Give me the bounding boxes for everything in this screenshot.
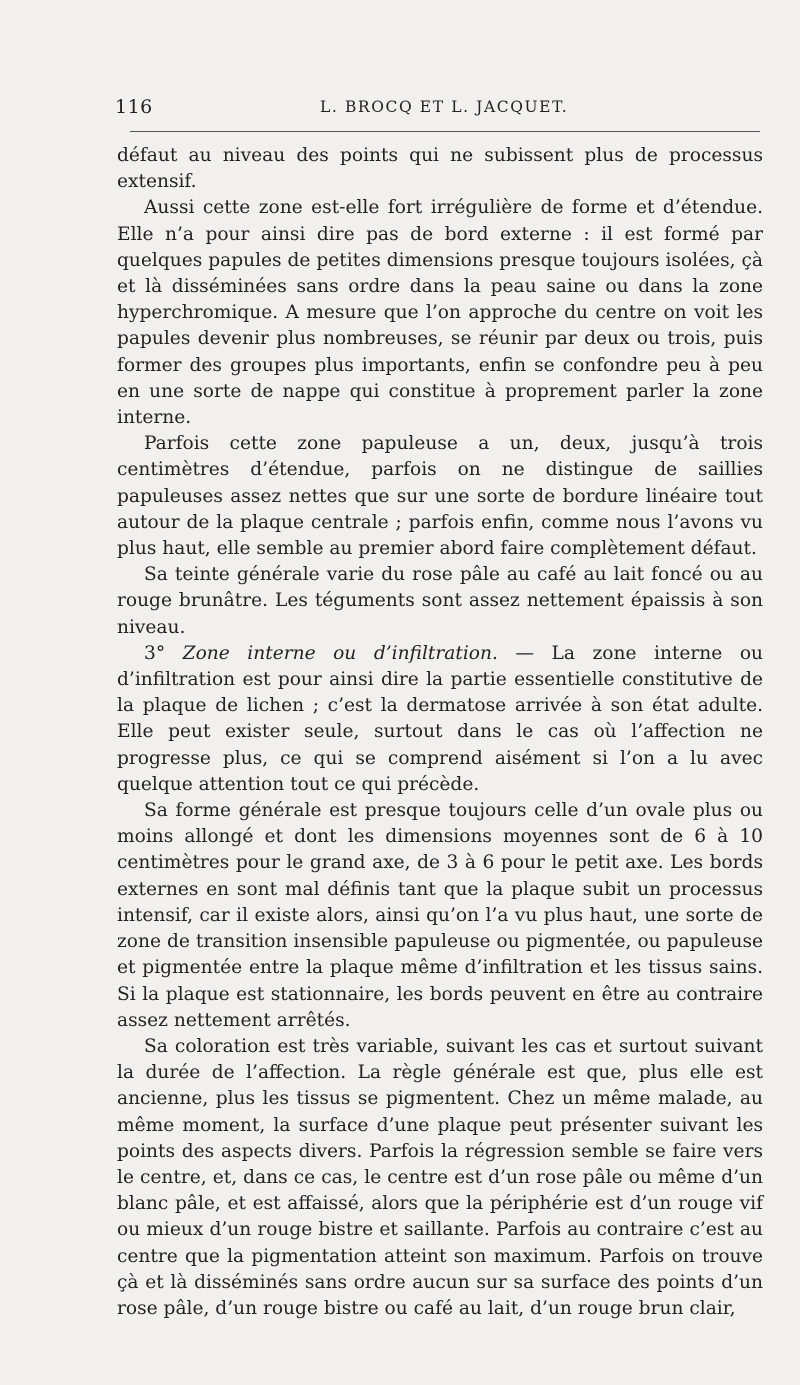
page-number: 116	[115, 96, 153, 118]
paragraph-5-text: — La zone interne ou d’infiltration est pour ainsi dire la partie essentielle constitutive de la plaque de lichen ; c’est la dermatose arrivée à son état adulte. Elle peut exister seule, surtout dans le cas où l’affection ne progresse plus, ce qui se comprend aisément si l’on a lu avec quelque attention tout ce qui précède.	[117, 642, 763, 795]
paragraph-6: Sa forme générale est presque toujours celle d’un ovale plus ou moins allongé et dont les dimensions moyennes sont de 6 à 10 centimètres pour le grand axe, de 3 à 6 pour le petit axe. Les bords externes en sont mal définis tant que la plaque subit un processus intensif, car il existe alors, ainsi qu’on l’a vu plus haut, une sorte de zone de transition insensible papuleuse ou pigmentée, ou papuleuse et pigmentée entre la plaque même d’infiltration et les tissus sains. Si la plaque est stationnaire, les bords peuvent en être au contraire assez nettement arrêtés.	[117, 800, 763, 1031]
running-head: L. BROCQ ET L. JACQUET.	[320, 98, 569, 116]
paragraph-2: Aussi cette zone est-elle fort irrégulière de forme et d’étendue. Elle n’a pour ainsi dire pas de bord externe : il est formé par quelques papules de petites dimensions presque toujours isolées, çà et là disséminées sans ordre dans la peau saine ou dans la zone hyperchromique. A mesure que l’on approche du centre on voit les papules devenir plus nombreuses, se réunir par deux ou trois, puis former des groupes plus importants, enfin se confondre peu à peu en une sorte de nappe qui constitue à proprement parler la zone interne.	[117, 197, 763, 429]
paragraph-3: Parfois cette zone papuleuse a un, deux, jusqu’à trois centimètres d’étendue, parfois on ne distingue de saillies papuleuses assez nettes que sur une sorte de bordure linéaire tout autour de la plaque centrale ; parfois enfin, comme nous l’avons vu plus haut, elle semble au premier abord faire complètement défaut.	[117, 433, 763, 560]
paragraph-1: défaut au niveau des points qui ne subissent plus de processus extensif.	[117, 145, 763, 193]
paragraph-7: Sa coloration est très variable, suivant les cas et surtout suivant la durée de l’affection. La règle générale est que, plus elle est ancienne, plus les tissus se pigmentent. Chez un même malade, au même moment, la surface d’une plaque peut présenter suivant les points des aspects divers. Parfois la régression semble se faire vers le centre, et, dans ce cas, le centre est d’un rose pâle ou même d’un blanc pâle, et est affaissé, alors que la périphérie est d’un rouge vif ou mieux d’un rouge bistre et saillante. Parfois au contraire c’est au centre que la pigmentation atteint son maximum. Parfois on trouve çà et là disséminés sans ordre aucun sur sa surface des points d’un rose pâle, d’un rouge bistre ou café au lait, d’un rouge brun clair,	[117, 1035, 763, 1319]
paragraph-5	[117, 641, 763, 798]
section-heading: Zone interne ou d’infiltration.	[182, 642, 498, 664]
paragraph-4: Sa teinte générale varie du rose pâle au café au lait foncé ou au rouge brunâtre. Les téguments sont assez nettement épaissis à son niveau.	[117, 564, 763, 638]
body-text	[117, 143, 763, 1373]
page-header	[115, 96, 763, 120]
section-number: 3°	[144, 642, 183, 664]
header-rule	[130, 131, 760, 132]
